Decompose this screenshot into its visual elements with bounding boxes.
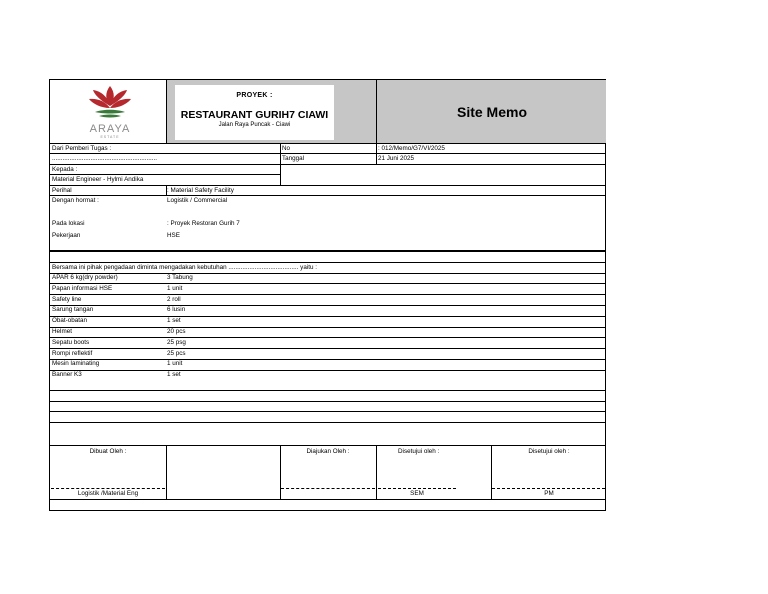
- signature-line: [281, 488, 375, 489]
- subject-label: Perihal: [52, 187, 72, 194]
- signature-line: [378, 488, 456, 489]
- site-memo-sheet: [49, 79, 606, 511]
- item-qty: 1 unit: [167, 360, 183, 368]
- divider: [50, 294, 606, 295]
- made-by-label: Dibuat Oleh :: [89, 448, 127, 455]
- item-name: Rompi reflektif: [52, 349, 93, 357]
- divider: [280, 143, 281, 185]
- item-qty: 25 psg: [167, 338, 186, 346]
- project-address: Jalan Raya Puncak - Ciawi: [218, 122, 291, 128]
- divider: [50, 390, 606, 391]
- divider: [50, 337, 606, 338]
- divider: [166, 80, 167, 143]
- araya-logo: [65, 82, 155, 140]
- signature-line: [492, 488, 605, 489]
- logo-subtitle: ESTATE: [100, 135, 120, 139]
- approved-1-name: SEM: [410, 490, 424, 497]
- item-qty: 1 unit: [167, 284, 183, 292]
- item-qty: 1 set: [167, 317, 181, 325]
- request-intro: Bersama ini pihak pengadaan diminta mengadakan kebutuhan ........................................ yaitu :: [52, 264, 317, 271]
- item-qty: 6 lusin: [167, 306, 186, 314]
- item-qty: 1 set: [167, 371, 181, 379]
- item-qty: 3 Tabung: [167, 274, 193, 281]
- location-label: Pada lokasi: [52, 220, 85, 227]
- work-label: Pekerjaan: [52, 232, 81, 239]
- memo-no-value: : 012/Memo/G7/VI/2025: [378, 145, 445, 152]
- divider: [376, 80, 377, 143]
- divider: [50, 348, 606, 349]
- item-name: Safety line: [52, 295, 82, 303]
- subject-value: : Material Safety Facility: [167, 187, 234, 194]
- item-name: Papan informasi HSE: [52, 284, 113, 292]
- divider: [50, 250, 606, 252]
- to-value: Material Engineer - Hylmi Andika: [52, 176, 144, 183]
- submitted-by-label: Diajukan Oleh :: [306, 448, 350, 455]
- memo-title: Site Memo: [456, 103, 527, 120]
- divider: [166, 445, 167, 499]
- memo-no-label: No: [282, 145, 291, 152]
- divider: [50, 411, 606, 412]
- work-value: HSE: [167, 232, 180, 239]
- divider: [50, 195, 606, 196]
- signature-line: [51, 488, 165, 489]
- item-qty: 2 roll: [167, 295, 181, 303]
- made-by-name: Logistik /Material Eng: [77, 490, 139, 497]
- divider: [50, 401, 606, 402]
- divider: [50, 422, 606, 423]
- from-dots: ............................................................: [52, 155, 157, 162]
- location-value: : Proyek Restoran Gurih 7: [167, 220, 240, 227]
- item-name: APAR 6 kg(dry powder): [52, 274, 118, 281]
- divider: [50, 316, 606, 317]
- divider: [50, 262, 606, 263]
- divider: [376, 143, 377, 164]
- divider: [50, 499, 606, 500]
- divider: [50, 445, 606, 446]
- approved-2-name: PM: [544, 490, 554, 497]
- greeting-label: Dengan hormat :: [52, 197, 99, 204]
- greeting-value: Logistik / Commercial: [167, 197, 228, 204]
- item-name: Mesin laminating: [52, 360, 100, 368]
- item-name: Obat-obatan: [52, 317, 88, 325]
- logo-name: ARAYA: [89, 123, 131, 135]
- divider: [50, 174, 280, 175]
- divider: [50, 185, 606, 186]
- approved-1-label: Disetujui oleh :: [398, 448, 440, 455]
- item-name: Banner K3: [52, 371, 82, 379]
- approved-2-label: Disetujui oleh :: [528, 448, 570, 455]
- from-label: Dari Pemberi Tugas :: [52, 145, 112, 152]
- divider: [50, 153, 606, 154]
- divider: [50, 283, 606, 284]
- project-name: RESTAURANT GURIH7 CIAWI: [180, 109, 329, 121]
- divider: [50, 370, 606, 371]
- item-qty: 25 pcs: [167, 349, 186, 357]
- item-name: Sepatu boots: [52, 338, 90, 346]
- divider: [50, 327, 606, 328]
- divider: [50, 359, 606, 360]
- date-value: 21 Juni 2025: [378, 155, 415, 162]
- project-title-box: [175, 85, 334, 140]
- lotus-logo-icon: [65, 82, 155, 140]
- divider: [50, 164, 606, 165]
- divider: [50, 143, 606, 144]
- divider: [50, 273, 606, 274]
- to-label: Kepada :: [52, 166, 78, 173]
- item-qty: 20 pcs: [167, 328, 186, 335]
- project-label: PROYEK :: [236, 92, 273, 99]
- date-label: Tanggal: [282, 155, 305, 162]
- divider: [50, 305, 606, 306]
- item-name: Sarung tangan: [52, 306, 94, 314]
- item-name: Helmet: [52, 328, 72, 335]
